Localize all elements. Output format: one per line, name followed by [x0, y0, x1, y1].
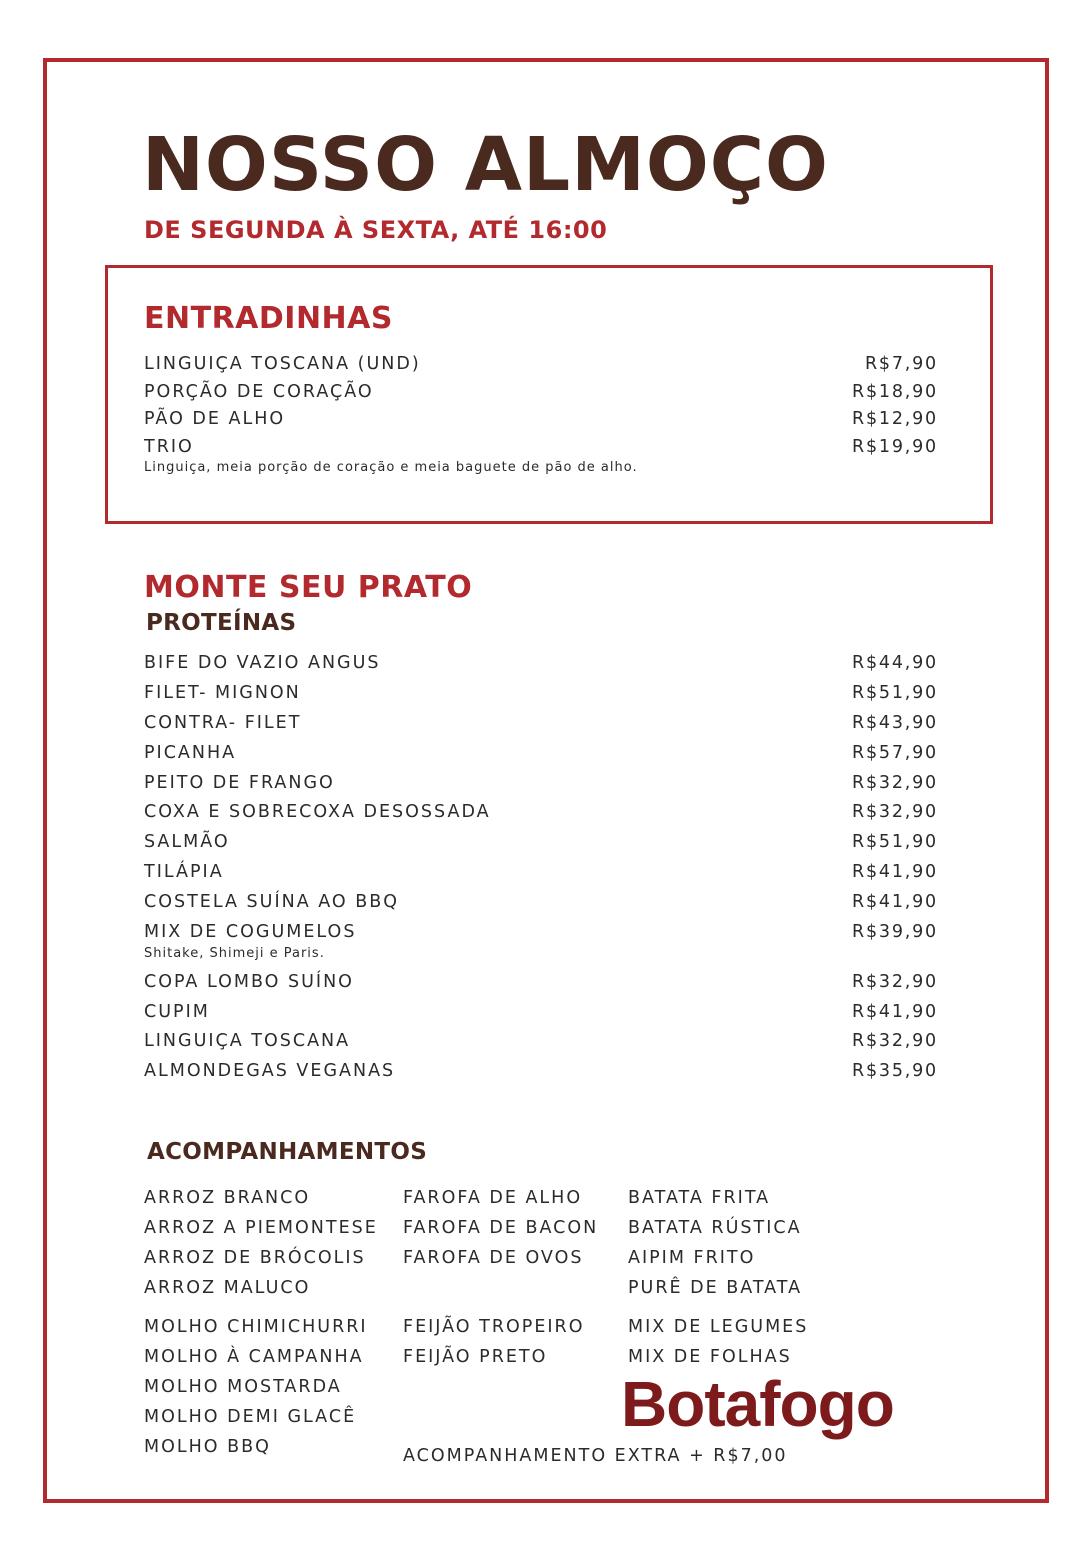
extra-side-note: ACOMPANHAMENTO EXTRA + R$7,00: [403, 1446, 788, 1466]
entradinhas-title: ENTRADINHAS: [144, 301, 393, 336]
list-item: MIX DE FOLHAS: [628, 1347, 792, 1367]
list-item: MOLHO MOSTARDA: [144, 1377, 342, 1397]
molhos-column: [144, 1317, 368, 1467]
item-price: R$32,90: [852, 802, 938, 823]
menu-item: [144, 1002, 938, 1032]
menu-item: [144, 743, 938, 773]
item-price: R$39,90: [852, 922, 938, 943]
item-name: PEITO DE FRANGO: [144, 772, 335, 793]
item-price: R$35,90: [852, 1061, 938, 1082]
menu-item: [144, 1061, 938, 1091]
item-name: ALMONDEGAS VEGANAS: [144, 1061, 396, 1082]
page-subtitle: DE SEGUNDA À SEXTA, ATÉ 16:00: [144, 216, 608, 244]
list-item: FAROFA DE OVOS: [403, 1248, 584, 1268]
item-name: CUPIM: [144, 1001, 210, 1022]
item-price: R$41,90: [852, 892, 938, 913]
list-item: MOLHO CHIMICHURRI: [144, 1317, 368, 1337]
item-price: R$51,90: [852, 832, 938, 853]
list-item: ARROZ BRANCO: [144, 1188, 311, 1208]
item-name: LINGUIÇA TOSCANA (UND): [144, 354, 421, 374]
item-price: R$19,90: [852, 436, 938, 457]
list-item: MOLHO À CAMPANHA: [144, 1347, 364, 1367]
list-item: ARROZ A PIEMONTESE: [144, 1218, 378, 1238]
list-item: MIX DE LEGUMES: [628, 1317, 809, 1337]
item-price: R$41,90: [852, 862, 938, 883]
list-item: PURÊ DE BATATA: [628, 1278, 803, 1298]
menu-item: [144, 1031, 938, 1061]
item-name: BIFE DO VAZIO ANGUS: [144, 653, 381, 673]
menu-item: [144, 802, 938, 832]
item-name: COPA LOMBO SUÍNO: [144, 971, 354, 992]
item-note: Linguiça, meia porção de coração e meia baguete de pão de alho.: [144, 460, 638, 475]
item-name: MIX DE COGUMELOS: [144, 922, 357, 943]
item-name: COXA E SOBRECOXA DESOSSADA: [144, 802, 491, 823]
item-name: TILÁPIA: [144, 862, 224, 883]
menu-item: [144, 972, 938, 1002]
proteinas-title: PROTEÍNAS: [146, 610, 297, 636]
entradinhas-list: [144, 354, 938, 475]
menu-item: [144, 409, 938, 437]
acompanhamentos-title: ACOMPANHAMENTOS: [147, 1139, 428, 1165]
item-name: TRIO: [144, 436, 194, 457]
acomp-arroz-column: [144, 1188, 378, 1308]
menu-item: [144, 713, 938, 743]
item-name: PÃO DE ALHO: [144, 409, 286, 429]
item-price: R$7,90: [864, 354, 938, 374]
menu-item: [144, 892, 938, 922]
item-name: PICANHA: [144, 742, 237, 763]
item-price: R$44,90: [852, 653, 938, 673]
list-item: FEIJÃO PRETO: [403, 1347, 548, 1367]
list-item: AIPIM FRITO: [628, 1248, 756, 1268]
acomp-farofa-column: [403, 1188, 598, 1278]
list-item: FEIJÃO TROPEIRO: [403, 1317, 585, 1337]
item-name: SALMÃO: [144, 832, 230, 853]
list-item: FAROFA DE ALHO: [403, 1188, 583, 1208]
menu-item: [144, 382, 938, 410]
item-name: PORÇÃO DE CORAÇÃO: [144, 381, 374, 402]
menu-item: [144, 653, 938, 683]
item-price: R$32,90: [852, 1031, 938, 1052]
menu-item: [144, 922, 938, 946]
menu-item: [144, 832, 938, 862]
list-item: ARROZ DE BRÓCOLIS: [144, 1248, 366, 1268]
list-item: BATATA FRITA: [628, 1188, 771, 1208]
menu-item: [144, 773, 938, 803]
item-price: R$57,90: [852, 742, 938, 763]
menu-item: [144, 683, 938, 713]
list-item: MOLHO BBQ: [144, 1437, 271, 1457]
feijao-column: [403, 1317, 584, 1377]
acomp-batata-column: [628, 1188, 802, 1308]
item-price: R$41,90: [852, 1001, 938, 1022]
item-price: R$12,90: [852, 409, 938, 429]
item-name: LINGUIÇA TOSCANA: [144, 1031, 351, 1052]
page-title: NOSSO ALMOÇO: [142, 122, 829, 208]
item-note: Shitake, Shimeji e Paris.: [144, 946, 325, 962]
monte-seu-prato-title: MONTE SEU PRATO: [144, 570, 473, 605]
item-price: R$43,90: [852, 712, 938, 733]
proteinas-list: [144, 653, 938, 1091]
list-item: ARROZ MALUCO: [144, 1278, 311, 1298]
item-name: COSTELA SUÍNA AO BBQ: [144, 892, 400, 913]
brand-logo: Botafogo: [621, 1368, 894, 1440]
item-name: FILET- MIGNON: [144, 682, 301, 703]
list-item: FAROFA DE BACON: [403, 1218, 599, 1238]
item-price: R$18,90: [852, 381, 938, 402]
item-price: R$32,90: [852, 772, 938, 793]
list-item: BATATA RÚSTICA: [628, 1218, 802, 1238]
list-item: MOLHO DEMI GLACÊ: [144, 1407, 357, 1427]
menu-item: [144, 862, 938, 892]
item-price: R$51,90: [852, 682, 938, 703]
item-name: CONTRA- FILET: [144, 712, 302, 733]
menu-item: [144, 354, 938, 382]
item-price: R$32,90: [852, 971, 938, 992]
